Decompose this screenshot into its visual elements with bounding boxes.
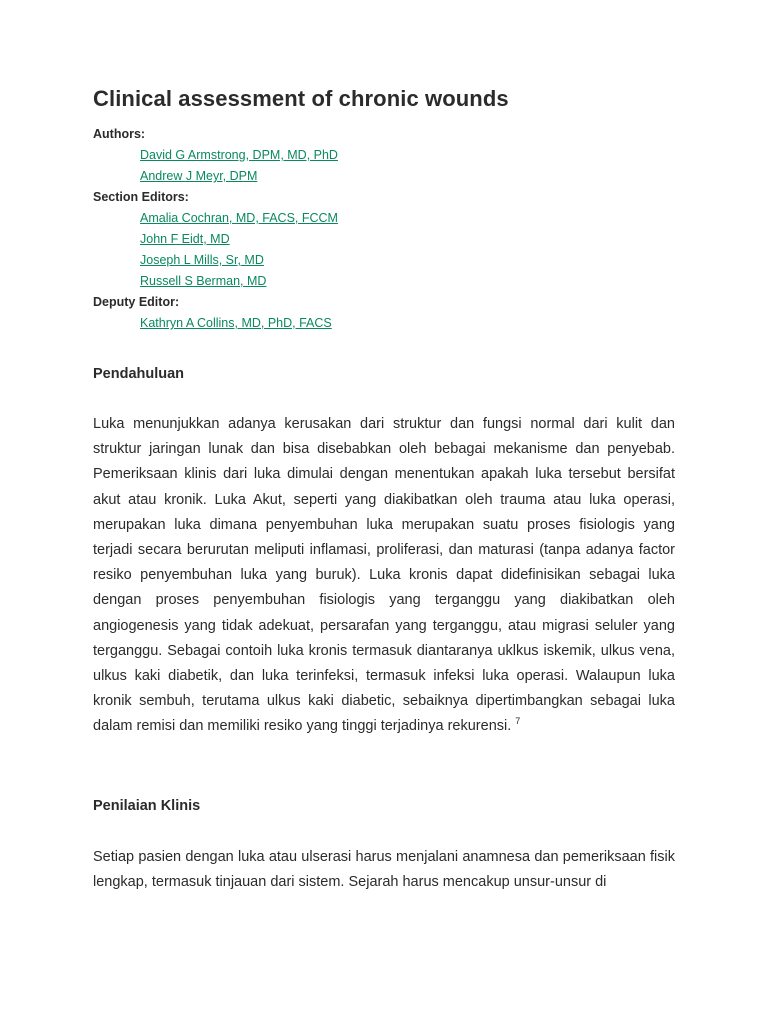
paragraph-text: Setiap pasien dengan luka atau ulserasi harus menjalani anamnesa dan pemeriksaan fisik lengkap, termasuk tinjauan dari sistem. Sejarah harus mencakup unsur-unsur di — [93, 849, 675, 891]
section-heading-penilaian-klinis: Penilaian Klinis — [93, 798, 201, 814]
section-editor-link[interactable]: Joseph L Mills, Sr, MD — [140, 253, 264, 267]
reference-superscript[interactable]: 7 — [515, 716, 521, 727]
section-editor-link[interactable]: Amalia Cochran, MD, FACS, FCCM — [140, 211, 338, 225]
paragraph-penilaian-klinis — [93, 845, 675, 895]
author-link[interactable]: Andrew J Meyr, DPM — [140, 169, 258, 183]
contributors-block — [93, 124, 693, 334]
author-link[interactable]: David G Armstrong, DPM, MD, PhD — [140, 148, 338, 162]
section-editors-label: Section Editors: — [93, 190, 189, 204]
deputy-editor-link[interactable]: Kathryn A Collins, MD, PhD, FACS — [140, 316, 332, 330]
authors-label: Authors: — [93, 127, 146, 141]
paragraph-pendahuluan — [93, 412, 675, 740]
section-editor-link[interactable]: John F Eidt, MD — [140, 232, 230, 246]
document-title: Clinical assessment of chronic wounds — [93, 86, 509, 111]
deputy-editor-label: Deputy Editor: — [93, 295, 180, 309]
section-heading-pendahuluan: Pendahuluan — [93, 366, 185, 382]
paragraph-text: Luka menunjukkan adanya kerusakan dari struktur dan fungsi normal dari kulit dan struktur jaringan lunak dan bisa disebabkan oleh bebagai mekanisme dan penyebab. Pemeriksaan klinis dari luka dimulai dengan menentukan apakah luka tersebut bersifat akut atau kronik. Luka Akut, seperti yang diakibatkan oleh trauma atau luka operasi, merupakan luka dimana penyembuhan luka merupakan suatu proses fisiologis yang terjadi secara berurutan meliputi inflamasi, proliferasi, dan maturasi (tanpa adanya factor resiko penyembuhan luka yang buruk). Luka kronis dapat didefinisikan sebagai luka dengan proses penyembuhan fisiologis yang terganggu yang diakibatkan oleh angiogenesis yang tidak adekuat, persarafan yang terganggu, atau migrasi seluler yang terganggu. Sebagai contoih luka kronis termasuk diantaranya uklkus iskemik, ulkus vena, ulkus kaki diabetik, dan luka terinfeksi, termasuk infeksi luka operasi. Walaupun luka kronik sembuh, terutama ulkus kaki diabetic, sebaiknya dipertimbangkan sebagai luka dalam remisi dan memiliki resiko yang tinggi terjadinya rekurensi. — [93, 416, 675, 735]
section-editor-link[interactable]: Russell S Berman, MD — [140, 274, 267, 288]
